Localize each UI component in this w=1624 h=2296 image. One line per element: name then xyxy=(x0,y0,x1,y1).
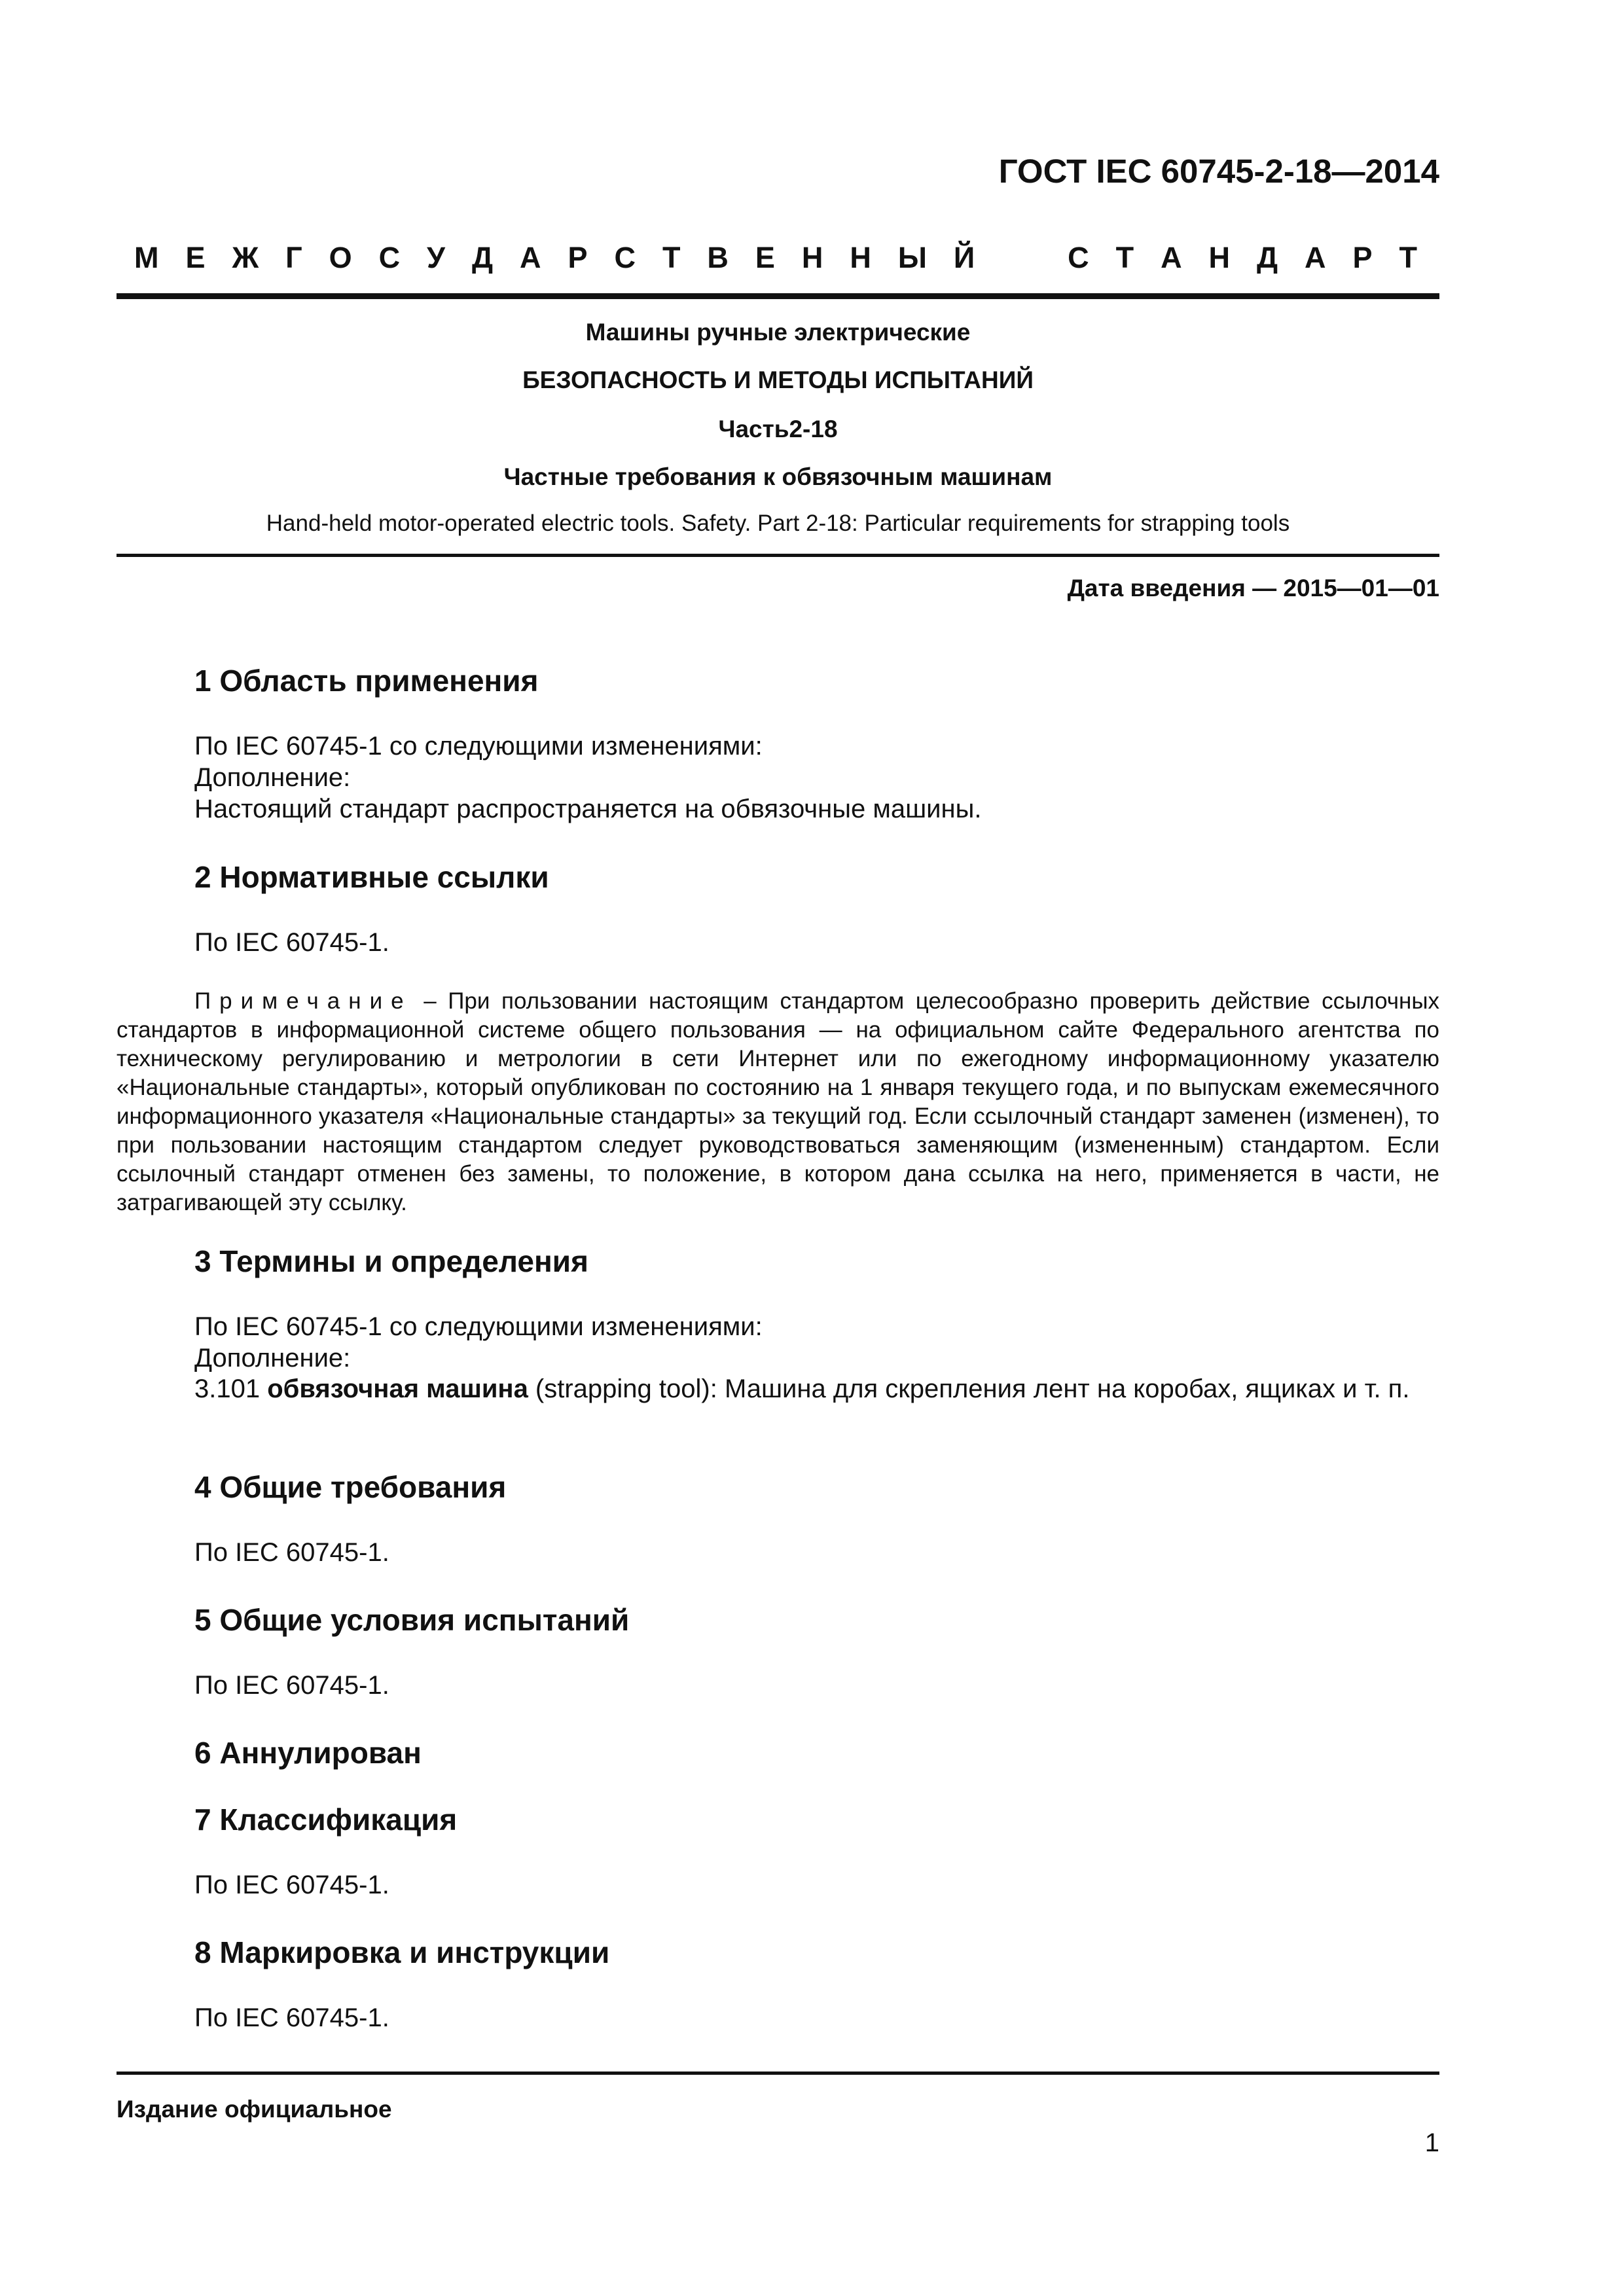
banner-letter: Е xyxy=(185,241,206,274)
page-number: 1 xyxy=(1424,2128,1439,2157)
section-5-heading: 5 Общие условия испытаний xyxy=(194,1603,630,1637)
banner-letter: Н xyxy=(801,241,823,274)
title-line-1: Машины ручные электрические xyxy=(585,319,971,346)
footer-rule xyxy=(117,2072,1439,2075)
section-3-heading: 3 Термины и определения xyxy=(194,1244,588,1278)
banner-letter: Й xyxy=(953,241,975,274)
banner-letter: А xyxy=(520,241,541,274)
banner-word-gap xyxy=(1001,241,1041,275)
banner-letter: О xyxy=(329,241,352,274)
section-1-heading: 1 Область применения xyxy=(194,664,539,698)
banner-letter: А xyxy=(1305,241,1326,274)
official-edition-label: Издание официальное xyxy=(117,2096,392,2123)
section-2-note xyxy=(117,987,1439,1217)
banner-letter: Д xyxy=(472,241,494,274)
section-3-line-1: По IEC 60745-1 со следующими изменениями: xyxy=(194,1312,763,1341)
banner-letter: Г xyxy=(285,241,302,274)
section-4-heading: 4 Общие требования xyxy=(194,1470,507,1504)
banner-letter: Р xyxy=(568,241,588,274)
title-line-2: БЕЗОПАСНОСТЬ И МЕТОДЫ ИСПЫТАНИЙ xyxy=(522,367,1034,393)
banner-letter: Т xyxy=(1399,241,1417,274)
banner-letter: В xyxy=(707,241,729,274)
section-2-heading: 2 Нормативные ссылки xyxy=(194,860,549,894)
section-5-line-1: По IEC 60745-1. xyxy=(194,1671,389,1700)
section-7-heading: 7 Классификация xyxy=(194,1803,458,1837)
section-3-line-2: Дополнение: xyxy=(194,1344,351,1372)
title-english: Hand-held motor-operated electric tools. Safety. Part 2-18: Particular requirements for strapping tools xyxy=(266,511,1290,536)
interstate-standard-banner xyxy=(134,241,1417,275)
section-7-line-1: По IEC 60745-1. xyxy=(194,1871,389,1899)
section-1-line-1: По IEC 60745-1 со следующими изменениями: xyxy=(194,732,763,761)
definition-3-101 xyxy=(117,1374,1439,1405)
banner-letter: У xyxy=(427,241,446,274)
banner-letter: Н xyxy=(850,241,871,274)
banner-letter: С xyxy=(378,241,401,274)
header-rule-top xyxy=(117,293,1439,299)
banner-letter: А xyxy=(1161,241,1182,274)
section-8-heading: 8 Маркировка и инструкции xyxy=(194,1935,610,1969)
document-code: ГОСТ IEC 60745-2-18—2014 xyxy=(998,152,1439,190)
banner-letter: Т xyxy=(1115,241,1134,274)
banner-letter: Д xyxy=(1257,241,1278,274)
banner-letter: М xyxy=(134,241,159,274)
section-8-line-1: По IEC 60745-1. xyxy=(194,2003,389,2032)
note-text: – При пользовании настоящим стандартом целесообразно проверить действие ссылочных стандартов в информационной системе общего пользования — на официальном сайте Федерального агентства по техническому регулированию и метрологии в сети Интернет или по ежегодному информационному указателю «Национальные стандарты», который опубликован по состоянию на 1 января текущего года, и по выпускам ежемесячного информационного указателя «Национальные стандарты» за текущий год. Если ссылочный стандарт заменен (изменен), то при пользовании настоящим стандартом следует руководствоваться заменяющим (измененным) стандартом. Если ссылочный стандарт отменен без замены, то положение, в котором дана ссылка на него, применяется в части, не затрагивающей эту ссылку. xyxy=(117,988,1439,1215)
banner-letter: Т xyxy=(662,241,681,274)
section-1-line-2: Дополнение: xyxy=(194,763,351,792)
header-rule-bottom xyxy=(117,554,1439,557)
section-2-line-1: По IEC 60745-1. xyxy=(194,928,389,957)
banner-letter: Ы xyxy=(897,241,927,274)
banner-letter: С xyxy=(1068,241,1089,274)
definition-text: (strapping tool): Машина для скрепления лент на коробах, ящиках и т. п. xyxy=(528,1374,1410,1403)
section-4-line-1: По IEC 60745-1. xyxy=(194,1538,389,1567)
note-label: Примечание xyxy=(194,988,412,1014)
title-line-4: Частные требования к обвязочным машинам xyxy=(503,463,1053,490)
banner-letter: Н xyxy=(1208,241,1231,274)
banner-letter: Е xyxy=(755,241,775,274)
definition-term: обвязочная машина xyxy=(267,1374,528,1403)
introduction-date: Дата введения — 2015—01—01 xyxy=(1067,575,1439,601)
section-6-heading: 6 Аннулирован xyxy=(194,1736,422,1770)
section-1-line-3: Настоящий стандарт распространяется на обвязочные машины. xyxy=(194,795,982,823)
banner-letter: Р xyxy=(1352,241,1373,274)
definition-number: 3.101 xyxy=(194,1374,268,1403)
banner-letter: Ж xyxy=(232,241,259,274)
banner-letter: С xyxy=(614,241,636,274)
title-line-3: Часть2-18 xyxy=(718,416,838,442)
